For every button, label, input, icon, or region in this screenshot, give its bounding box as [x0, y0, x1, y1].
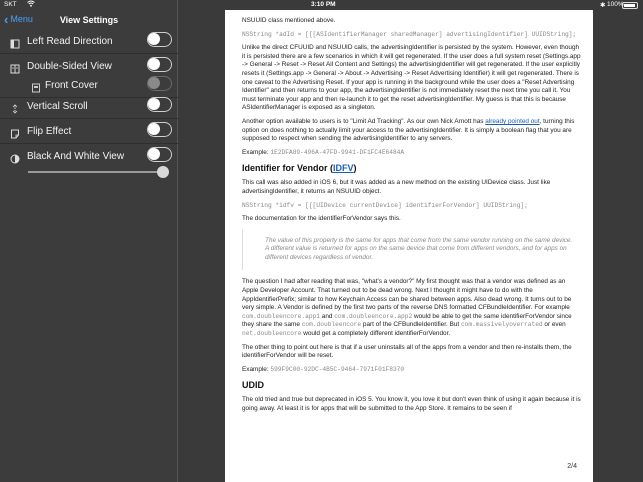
setting-row-vertical-scroll [0, 94, 178, 119]
left-read-direction-toggle[interactable] [147, 32, 172, 47]
paragraph: Unlike the direct CFUUID and NSUUID calls, the advertisingIdentifier is persisted by the system. However, even though it is persisted there are a few scenarios in which it will get regenerated. If the user does a full system reset (Settings.app -> General -> Reset -> Reset All Content and Settings) the advertisingIdentifier will get regenerated. If the user explicitly resets it (Settings.app -> General -> About -> Advertising -> Reset Advertising Identifier) it will get regenerated. There is one caveat to the Advertising Reset. If your app is running in the background while the user does a "Reset Advertising Identifier" and then returns to your app, the advertisingIdentifier is not immediately reset the next time you call it. You must terminate your app and then re-launch it to get the reset advertisingIdentifier. My guess is that this is because ASIdentifierManager is exposed as a singleton. [242, 44, 581, 112]
brightness-slider-track[interactable] [28, 171, 166, 173]
paragraph: The old tried and true but deprecated in iOS 5. You know it, you love it but don't even think of using it again because it is going away. At least it is for apps that will be submitted to the App Store. It remains to be seen if [242, 396, 581, 412]
example-line [242, 149, 582, 158]
already-pointed-out-link[interactable]: already pointed out [485, 117, 540, 125]
inline-code: com.massivelyoverrated [460, 321, 543, 329]
inline-code: com.doubleencore.app2 [334, 312, 413, 320]
paragraph [242, 278, 582, 338]
page-indicator: 2/4 [567, 463, 577, 470]
double-sided-view-toggle[interactable] [147, 57, 172, 72]
text-run: or even [542, 321, 566, 329]
idfv-link[interactable]: IDFV [333, 163, 354, 174]
inline-code: com.doubleencore.app1 [242, 312, 320, 320]
example-value: 1E2DFA89-496A-47FD-9941-DF1FC4E6484A [270, 148, 405, 156]
pages-icon [10, 61, 20, 71]
black-and-white-view-toggle[interactable] [147, 147, 172, 162]
setting-row-black-and-white-view [0, 144, 178, 169]
paragraph: The documentation for the identifierForVendor says this. [242, 215, 401, 223]
flip-effect-toggle[interactable] [147, 122, 172, 137]
status-bar [0, 0, 643, 10]
document-page[interactable] [225, 10, 593, 482]
section-heading-udid: UDID [242, 380, 264, 391]
vertical-scroll-toggle[interactable] [147, 97, 172, 112]
text-run: , turning this option on does nothing to actually limit your access to the advertisingIdentifier. It is simply a boolean flag that you are supposed to respect when sending the advertisingIdentifier to any servers. [242, 117, 575, 143]
paragraph: This call was also added in iOS 6, but it was added as a new method on the existing UIDevice class. Just like advertisingIdentifier, it returns an NSUUID object. [242, 179, 551, 195]
contrast-icon [10, 151, 20, 161]
code-block: NSString *idfv = [[[UIDevice currentDevice] identifierForVendor] UUIDString]; [242, 201, 528, 209]
front-cover-toggle[interactable] [147, 76, 172, 91]
example-label: Example: [242, 148, 271, 156]
text-run: would get a completely different identifierForVendor. [301, 330, 451, 338]
text-run: Another option available to users is to "Limit Ad Tracking". As our own Nick Arnott has [242, 117, 486, 125]
setting-label: Left Read Direction [27, 36, 113, 47]
setting-row-flip-effect [0, 119, 178, 144]
navigation-bar [0, 10, 178, 31]
settings-sidebar [0, 0, 178, 482]
flip-icon [10, 126, 20, 136]
document-content [242, 17, 582, 419]
book-icon [10, 36, 20, 46]
text-run: The question I had after reading that was, "what's a vendor?" My first thought was that a vendor was defined as an Apple Developer Account. That turned out to be dead wrong. Next I thought it might have to do with the AppIdentifierPrefix; similar to how Keychain Access can be shared between apps. Also dead wrong. It turns out to be very simple. A Vendor is defined by the first two parts of the reverse DNS formatted CFBundleIdentifier. For example [242, 278, 572, 312]
status-time: 3:10 PM [311, 1, 336, 8]
example-value: 599F9C00-92DC-4B5C-9464-7971F01F8370 [270, 365, 405, 373]
text-run: would be able to get the same identifierForVendor since they share the same [242, 312, 572, 329]
setting-label: Black And White View [27, 151, 125, 162]
setting-label: Front Cover [45, 80, 98, 91]
code-block: NSString *adId = [[[ASIdentifierManager sharedManager] advertisingIdentifier] UUIDString]; [242, 30, 577, 38]
back-button-label: Menu [10, 14, 33, 24]
paragraph: NSUUID class mentioned above. [242, 17, 336, 24]
battery-icon [622, 2, 638, 9]
bluetooth-icon: ✱ [600, 2, 606, 9]
heading-text: Identifier for Vendor ( [242, 163, 334, 174]
wifi-icon [27, 0, 35, 9]
text-run: and [319, 312, 335, 320]
example-line [242, 366, 582, 375]
inline-code: com.doubleencore [301, 321, 362, 329]
paragraph [242, 118, 582, 144]
brightness-slider-thumb[interactable] [157, 166, 169, 178]
paragraph: The other thing to point out here is that if a user uninstalls all of the apps from a vendor and then re-installs them, the identifierForVendor will be reset. [242, 343, 572, 360]
inline-code: net.doubleencore [242, 330, 302, 338]
section-heading-idfv [242, 163, 582, 174]
heading-text: ) [353, 163, 357, 174]
page-title: View Settings [59, 15, 119, 25]
blockquote: The value of this property is the same for apps that come from the same vendor running on the same device. A different value is returned for apps on the same device that come from different vendors, and for apps on different devices regardless of vendor. [242, 229, 582, 271]
battery-percent: 100% [607, 1, 624, 8]
text-run: part of the CFBundleIdentifier. But [361, 321, 461, 329]
cover-icon [31, 80, 41, 90]
setting-label: Flip Effect [27, 126, 72, 137]
setting-label: Vertical Scroll [27, 101, 88, 112]
chevron-left-icon: ‹ [4, 11, 9, 27]
example-label: Example: [242, 365, 271, 373]
setting-label: Double-Sided View [27, 61, 112, 72]
vertical-scroll-icon [10, 101, 20, 111]
carrier-label: SKT [4, 1, 17, 8]
setting-row-left-read-direction [0, 29, 178, 54]
